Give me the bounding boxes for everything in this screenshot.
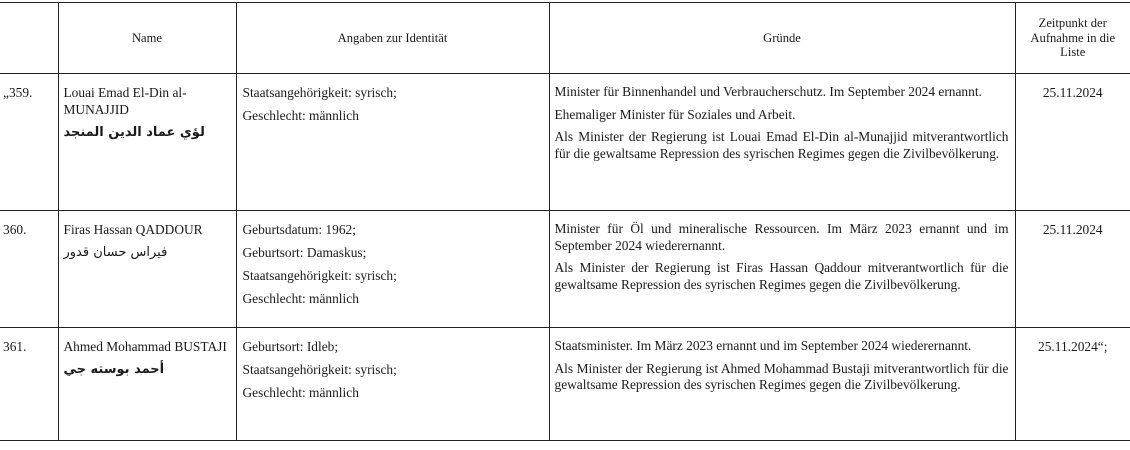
entry-number: „359. bbox=[0, 74, 58, 211]
entry-name: Ahmed Mohammad BUSTAJI bbox=[63, 339, 227, 354]
entry-name-arabic: أحمد بوسته جي bbox=[63, 362, 165, 377]
sanctions-table bbox=[0, 2, 1130, 441]
reason-paragraph: Als Minister der Regierung ist Louai Emad El-Din al-Munajjid mitverantwortlich für die gewaltsame Repression des syrischen Regimes gegen die Zivilbevölkerung. bbox=[554, 129, 1009, 161]
entry-name-cell bbox=[58, 74, 236, 211]
reason-paragraph: Ehemaliger Minister für Soziales und Arbeit. bbox=[554, 106, 796, 122]
identity-line: Staatsangehörigkeit: syrisch; bbox=[242, 268, 397, 283]
identity-line: Geschlecht: männlich bbox=[242, 385, 359, 400]
entry-reasons-cell bbox=[549, 328, 1015, 441]
entry-date: 25.11.2024 bbox=[1015, 74, 1130, 211]
header-num bbox=[0, 3, 58, 74]
identity-line: Geburtsort: Damaskus; bbox=[242, 245, 367, 260]
header-row bbox=[0, 3, 1130, 74]
entry-identity-cell bbox=[236, 328, 549, 441]
identity-line: Geburtsort: Idleb; bbox=[242, 339, 339, 354]
reason-paragraph: Minister für Binnenhandel und Verbraucherschutz. Im September 2024 ernannt. bbox=[554, 84, 982, 99]
entry-reasons-cell bbox=[549, 74, 1015, 211]
identity-line: Staatsangehörigkeit: syrisch; bbox=[242, 85, 397, 100]
entry-number: 360. bbox=[0, 211, 58, 328]
header-date: Zeitpunkt der Aufnahme in die Liste bbox=[1015, 3, 1130, 74]
entry-identity-cell bbox=[236, 74, 549, 211]
entry-name: Firas Hassan QADDOUR bbox=[63, 222, 203, 237]
identity-line: Staatsangehörigkeit: syrisch; bbox=[242, 362, 397, 377]
table-row bbox=[0, 328, 1130, 441]
entry-identity-cell bbox=[236, 211, 549, 328]
header-identity: Angaben zur Identität bbox=[236, 3, 549, 74]
identity-line: Geschlecht: männlich bbox=[242, 291, 359, 306]
reason-paragraph: Als Minister der Regierung ist Firas Hassan Qaddour mitverantwortlich für die gewaltsame Repression des syrischen Regimes gegen die Zivilbevölkerung. bbox=[554, 260, 1009, 292]
entry-name-cell bbox=[58, 328, 236, 441]
entry-name-arabic: لؤي عماد الدين المنجد bbox=[63, 125, 205, 140]
identity-line: Geschlecht: männlich bbox=[242, 108, 359, 123]
table-row bbox=[0, 211, 1130, 328]
entry-reasons-cell bbox=[549, 211, 1015, 328]
entry-date: 25.11.2024“; bbox=[1015, 328, 1130, 441]
entry-name-arabic: فيراس حسان قدور bbox=[63, 245, 168, 260]
entry-number: 361. bbox=[0, 328, 58, 441]
identity-line: Geburtsdatum: 1962; bbox=[242, 222, 356, 237]
reason-paragraph: Als Minister der Regierung ist Ahmed Mohammad Bustaji mitverantwortlich für die gewaltsame Repression des syrischen Regimes gegen die Zivilbevölkerung. bbox=[554, 360, 1009, 392]
reason-paragraph: Staatsminister. Im März 2023 ernannt und im September 2024 wiederernannt. bbox=[554, 338, 972, 353]
table-row bbox=[0, 74, 1130, 211]
header-reasons: Gründe bbox=[549, 3, 1015, 74]
entry-name-cell bbox=[58, 211, 236, 328]
entry-name: Louai Emad El-Din al-MUNAJJID bbox=[63, 85, 187, 117]
header-name: Name bbox=[58, 3, 236, 74]
reason-paragraph: Minister für Öl und mineralische Ressourcen. Im März 2023 ernannt und im September 2024 wiederernannt. bbox=[554, 221, 1009, 253]
entry-date: 25.11.2024 bbox=[1015, 211, 1130, 328]
